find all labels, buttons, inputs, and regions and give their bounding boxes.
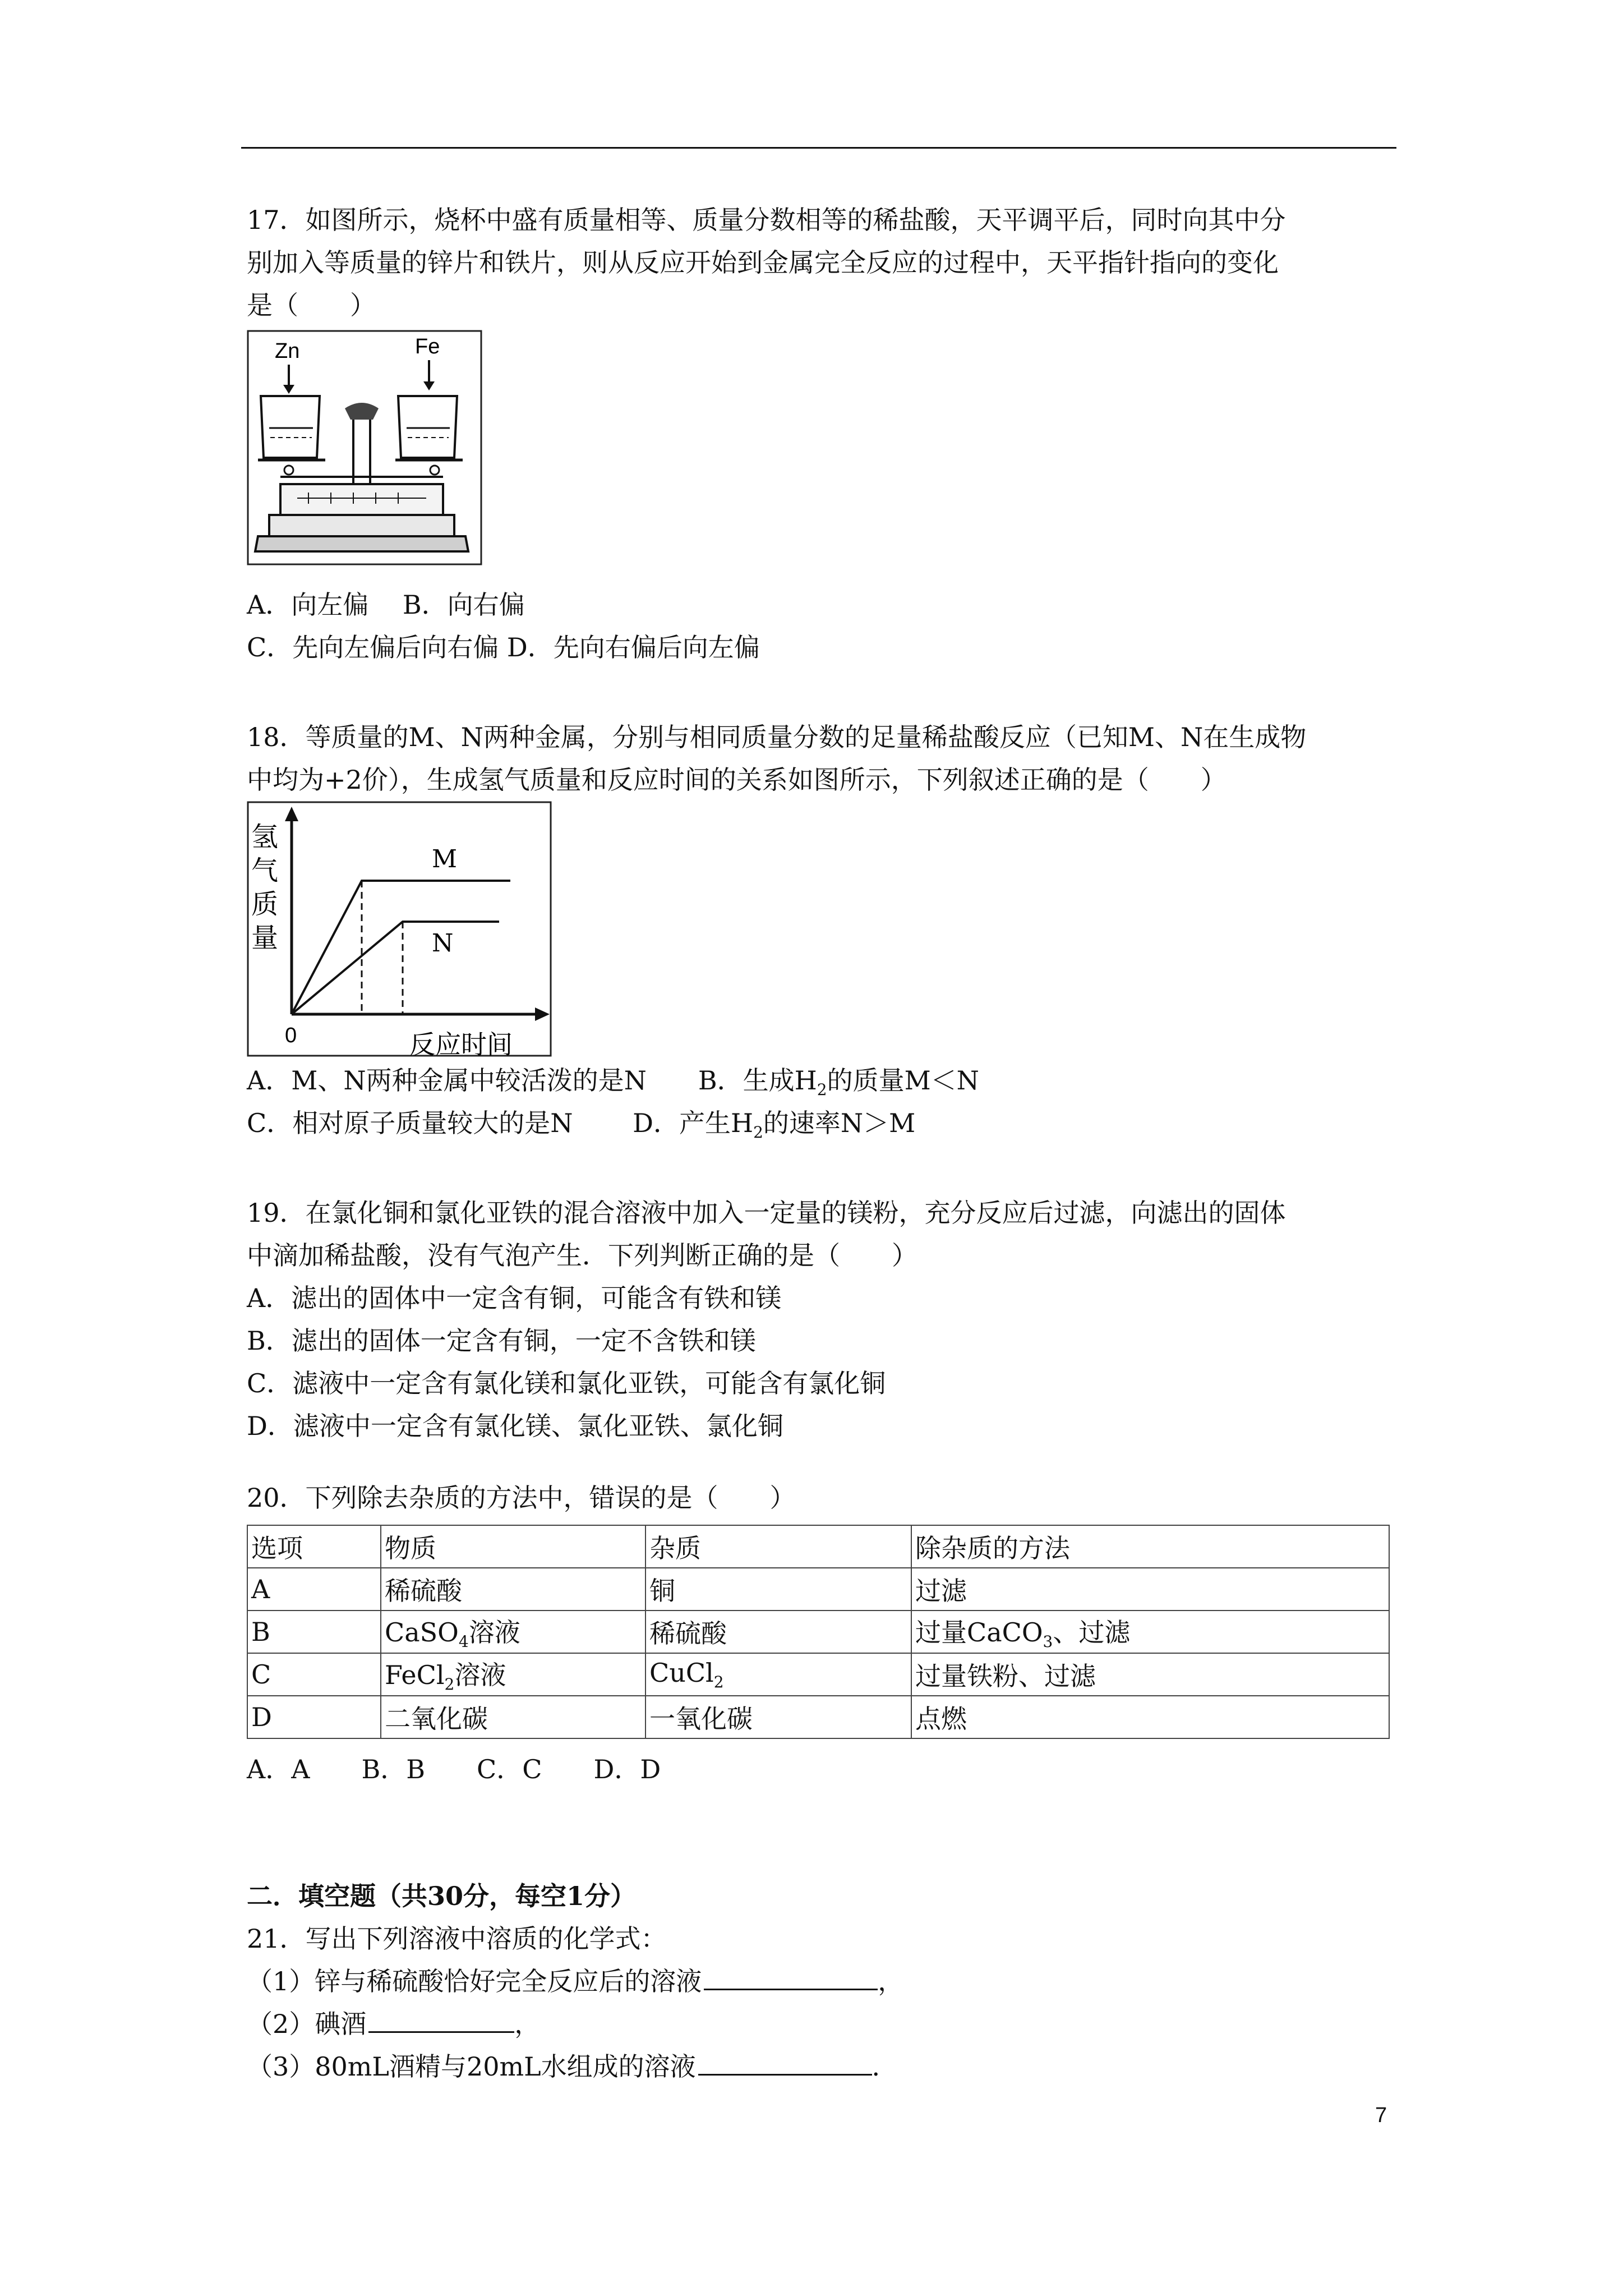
- header-option: 选项: [247, 1525, 381, 1568]
- section-2-title: 二．填空题（共30分，每空1分）: [247, 1881, 637, 1911]
- cell: 一氧化碳: [645, 1696, 911, 1738]
- q21-stem: 21．写出下列溶液中溶质的化学式：: [247, 1924, 667, 1954]
- q20-stem: 20．下列除去杂质的方法中，错误的是（ ）: [247, 1483, 796, 1513]
- answer-blank-2[interactable]: [368, 2009, 514, 2033]
- q17-line-1: 17．如图所示，烧杯中盛有质量相等、质量分数相等的稀盐酸，天平调平后，同时向其中分: [247, 205, 1286, 235]
- answer-blank-3[interactable]: [698, 2051, 872, 2076]
- y-label-2: 气: [251, 855, 279, 886]
- cell: 过量铁粉、过滤: [911, 1653, 1389, 1696]
- header-rule: [241, 147, 1396, 149]
- cell: CuCl$_2$: [645, 1653, 911, 1696]
- q19-line-2: 中滴加稀盐酸，没有气泡产生．下列判断正确的是（ ）: [247, 1240, 917, 1271]
- zn-label: Zn: [275, 339, 300, 363]
- answer-blank-1[interactable]: [704, 1966, 878, 1990]
- cell: 二氧化碳: [381, 1696, 645, 1738]
- q17-line-2: 别加入等质量的锌片和铁片，则从反应开始到金属完全反应的过程中，天平指针指向的变化: [247, 247, 1279, 278]
- header-impurity: 杂质: [645, 1525, 911, 1568]
- series-n-line: [292, 922, 499, 1014]
- table-row: [247, 1696, 1389, 1738]
- series-m-label: M: [432, 845, 458, 873]
- q18-line-2: 中均为+2价），生成氢气质量和反应时间的关系如图所示，下列叙述正确的是（ ）: [247, 765, 1227, 795]
- q17-line-3: 是（ ）: [247, 290, 376, 320]
- q21-item-2: （2）碘酒 ，: [247, 2009, 541, 2039]
- q19-option-b: B．滤出的固体一定含有铜，一定不含铁和镁: [247, 1326, 756, 1356]
- y-label-3: 质: [251, 889, 279, 920]
- cell: 稀硫酸: [381, 1568, 645, 1611]
- origin-label: 0: [285, 1024, 297, 1047]
- q21-item-1: （1）锌与稀硫酸恰好完全反应后的溶液 ，: [247, 1966, 904, 1996]
- cell: 点燃: [911, 1696, 1389, 1738]
- cell: 过量CaCO$_3$、过滤: [911, 1611, 1389, 1653]
- q17-options-cd: C．先向左偏后向右偏 D．先向右偏后向左偏: [247, 632, 760, 662]
- cell: CaSO$_4$溶液: [381, 1611, 645, 1653]
- y-label-1: 氢: [251, 821, 279, 853]
- balance-figure: [247, 330, 482, 565]
- q19-option-a: A．滤出的固体中一定含有铜，可能含有铁和镁: [247, 1283, 782, 1313]
- q18-options-cd: C．相对原子质量较大的是N D．产生$H_2$的速率N＞M: [247, 1108, 916, 1142]
- cell: FeCl$_2$溶液: [381, 1653, 645, 1696]
- header-method: 除杂质的方法: [911, 1525, 1389, 1568]
- q20-options: A．A B．B C．C D．D: [247, 1754, 661, 1784]
- cell: 过滤: [911, 1568, 1389, 1611]
- header-substance: 物质: [381, 1525, 645, 1568]
- y-label-4: 量: [251, 922, 279, 954]
- fe-label: Fe: [415, 335, 440, 358]
- impurity-removal-table: [247, 1525, 1390, 1739]
- cell: A: [247, 1568, 381, 1611]
- page-number: 7: [1375, 2104, 1387, 2127]
- q19-line-1: 19．在氯化铜和氯化亚铁的混合溶液中加入一定量的镁粉，充分反应后过滤，向滤出的固体: [247, 1198, 1286, 1228]
- cell: 铜: [645, 1568, 911, 1611]
- cell: C: [247, 1653, 381, 1696]
- hydrogen-mass-graph: [247, 801, 555, 1059]
- table-row: [247, 1568, 1389, 1611]
- q19-option-c: C．滤液中一定含有氯化镁和氯化亚铁，可能含有氯化铜: [247, 1368, 886, 1398]
- cell: B: [247, 1611, 381, 1653]
- table-row: [247, 1611, 1389, 1653]
- q21-item-3: （3）80mL酒精与20mL水组成的溶液 ．: [247, 2051, 898, 2082]
- series-m-line: [292, 881, 510, 1014]
- series-n-label: N: [432, 929, 454, 958]
- q18-options-ab: A．M、N两种金属中较活泼的是N B．生成$H_2$的质量M＜N: [247, 1065, 979, 1099]
- q19-option-d: D．滤液中一定含有氯化镁、氯化亚铁、氯化铜: [247, 1411, 783, 1441]
- x-axis-label: 反应时间: [409, 1029, 513, 1059]
- cell: D: [247, 1696, 381, 1738]
- q18-line-1: 18．等质量的M、N两种金属，分别与相同质量分数的足量稀盐酸反应（已知M、N在生成物: [247, 722, 1307, 752]
- cell: 稀硫酸: [645, 1611, 911, 1653]
- table-row: [247, 1653, 1389, 1696]
- q17-options-ab: A．向左偏 B．向右偏: [247, 590, 525, 620]
- table-header-row: [247, 1525, 1389, 1568]
